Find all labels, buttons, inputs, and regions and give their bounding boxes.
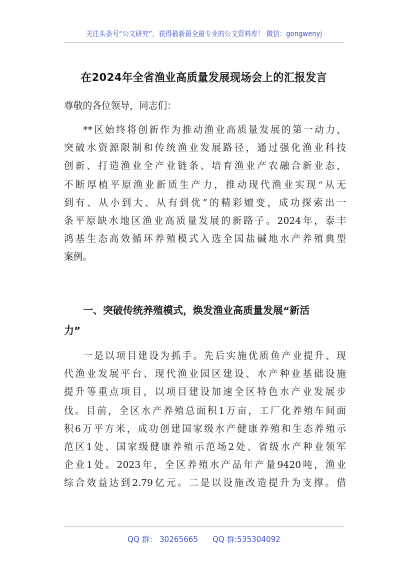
paragraph-line: 鸿基生态高效循环养殖模式入选全国盐碱地水产养殖典型 <box>64 234 346 246</box>
paragraph-line: 条平原缺水地区渔业高质量发展的新路子。2024年，泰丰 <box>64 216 346 228</box>
paragraph-line: 创新、打造渔业全产业链条、培育渔业产农融合新业态， <box>64 161 346 173</box>
paragraph-line: 伐。目前，全区水产养殖总面积1万亩，工厂化养殖车间面 <box>64 405 346 417</box>
paragraph-line: 到有、从小到大、从有到优”的精彩嬗变，成功探索出一 <box>64 197 346 209</box>
paragraph-line: 提升等重点项目，以项目建设加速全区特色水产业发展步 <box>64 387 346 399</box>
paragraph-line: 综合效益达到2.79亿元。二是以设施改造提升为支撑。借 <box>64 478 346 490</box>
section-heading-1 <box>64 302 346 342</box>
paragraph-line: 代渔业发展平台、现代渔业园区建设、水产种业基础设施 <box>64 369 346 381</box>
footer-qq-group-1: QQ 群： 30265665 <box>127 535 199 544</box>
paragraph-line: 积6万平方米，成功创建国家级水产健康养殖和生态养殖示 <box>64 423 346 435</box>
paragraph-line: 不断厚植平原渔业新质生产力，推动现代渔业实现“从无 <box>64 179 346 191</box>
document-title: 在2024年全省渔业高质量发展现场会上的汇报发言 <box>80 72 328 84</box>
paragraph-2 <box>64 348 346 494</box>
paragraph-line: 一是以项目建设为抓手。先后实施优质鱼产业提升、现 <box>83 351 346 362</box>
heading-line: 一、突破传统养殖模式，焕发渔业高质量发展“新活 <box>83 306 310 317</box>
header-banner: 关注头条号“公文研究”，获得最新最全最专业的公文资料库！ 微信：gongwenyj <box>85 30 323 38</box>
greeting: 尊敬的各位领导，同志们： <box>64 101 177 112</box>
paragraph-line: 范区1处、国家级健康养殖示范场2处、省级水产种业领军 <box>64 442 346 454</box>
paragraph-line: 案例。 <box>64 252 93 264</box>
paragraph-line: 企业1处。2023年，全区养殖水产品年产量9420吨，渔业 <box>64 460 346 472</box>
footer <box>0 534 408 545</box>
heading-line: 力” <box>64 326 81 337</box>
header-divider <box>64 42 344 43</box>
footer-divider <box>64 526 344 527</box>
paragraph-1 <box>64 122 346 268</box>
paragraph-line: **区始终将创新作为推动渔业高质量发展的第一动力， <box>83 125 346 136</box>
paragraph-line: 突破水资源限制和传统渔业发展路径，通过强化渔业科技 <box>64 143 346 155</box>
footer-qq-group-2: QQ 群:535304092 <box>212 535 281 544</box>
